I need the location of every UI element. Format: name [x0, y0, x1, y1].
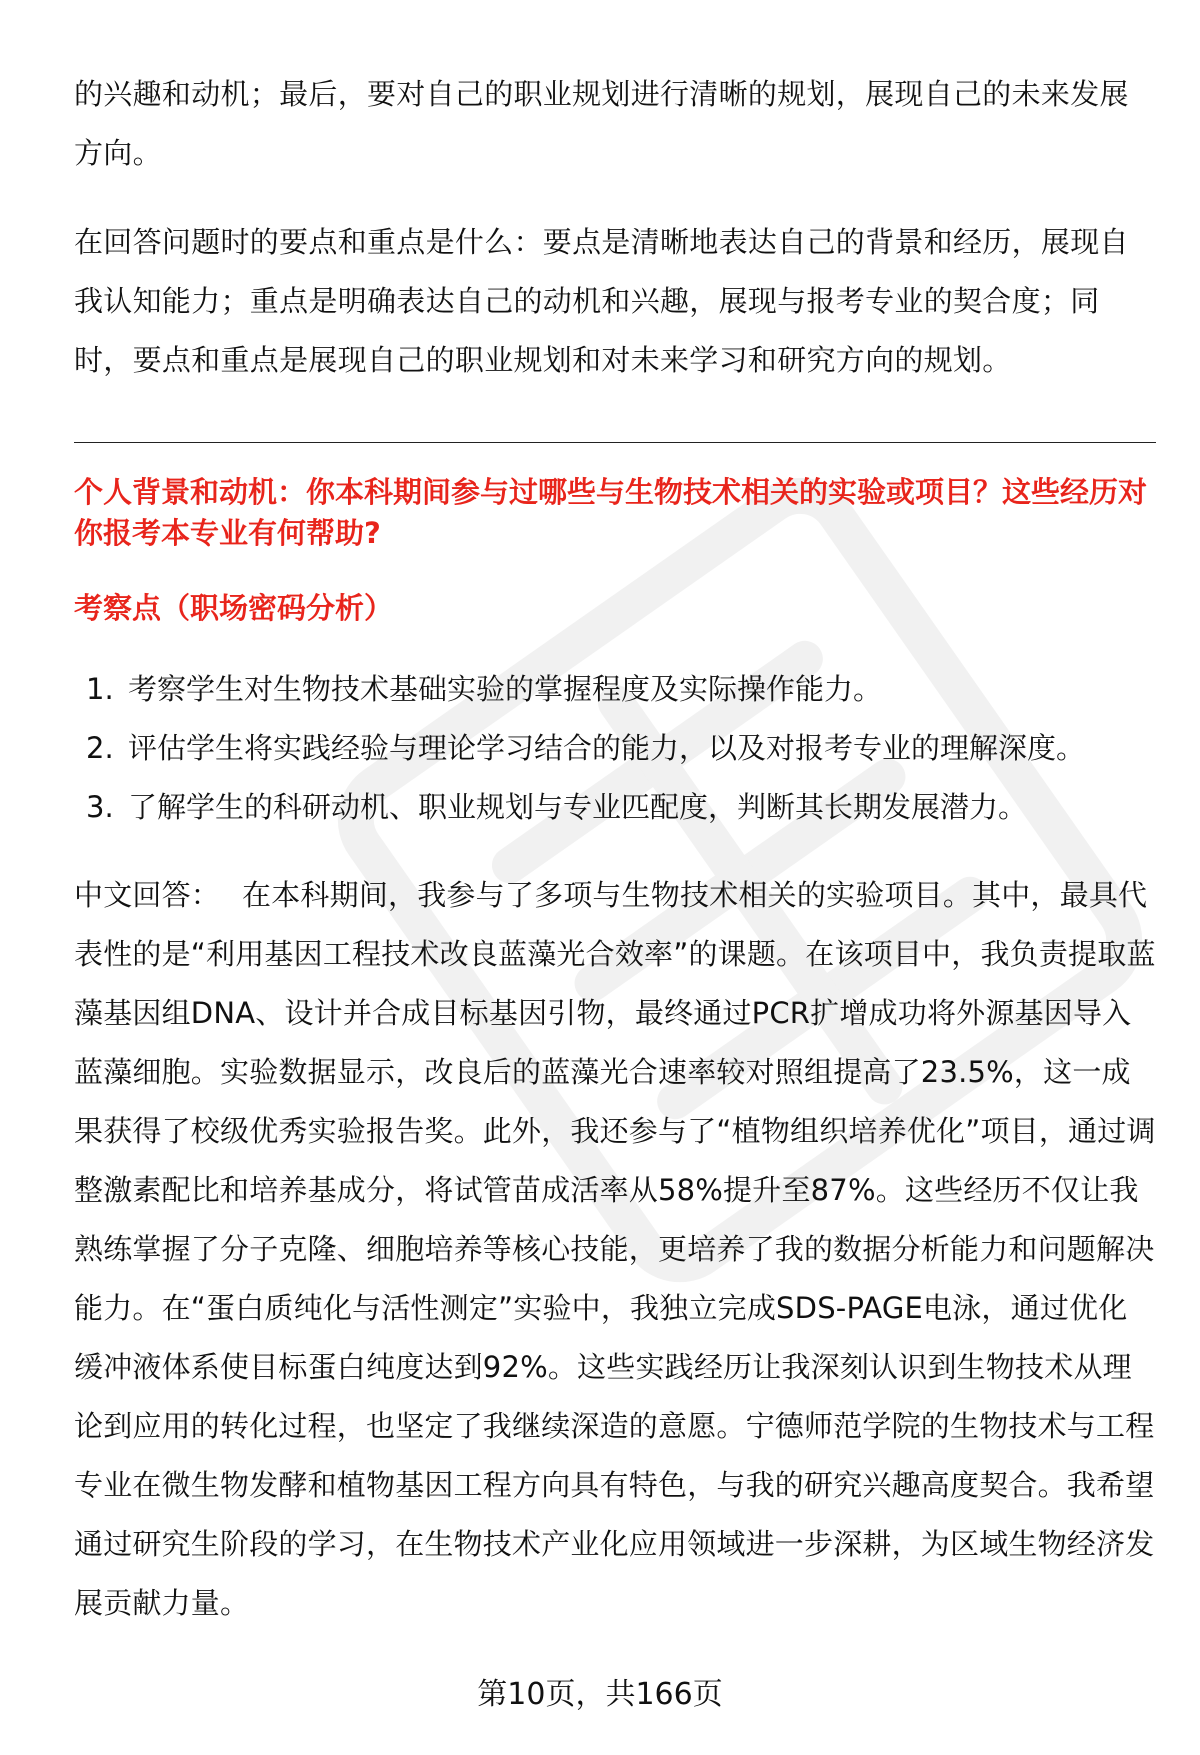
list-item: [74, 660, 1154, 719]
list-item: [74, 719, 1154, 778]
list-item: [74, 778, 1154, 837]
list-item-number: 3.: [86, 790, 114, 824]
list-item-text: 考察学生对生物技术基础实验的掌握程度及实际操作能力。: [128, 672, 883, 706]
section-divider: [74, 442, 1156, 443]
list-item-text: 了解学生的科研动机、职业规划与专业匹配度，判断其长期发展潜力。: [128, 790, 1028, 824]
page-number-footer: 第10页，共166页: [477, 1677, 723, 1712]
list-item-text: 评估学生将实践经验与理论学习结合的能力，以及对报考专业的理解深度。: [128, 731, 1086, 765]
section-title-assessment: 考察点（职场密码分析）: [74, 591, 394, 625]
answer-label: 中文回答：: [74, 878, 221, 912]
list-item-number: 2.: [86, 731, 114, 765]
list-item-number: 1.: [86, 672, 114, 706]
interview-question: 个人背景和动机：你本科期间参与过哪些与生物技术相关的实验或项目？这些经历对你报考本专业有何帮助?: [74, 475, 1148, 550]
paragraph-intro-end: 的兴趣和动机；最后，要对自己的职业规划进行清晰的规划，展现自己的未来发展方向。: [74, 77, 1129, 170]
answer-text: 在本科期间，我参与了多项与生物技术相关的实验项目。其中，最具代表性的是“利用基因工程技术改良蓝藻光合效率”的课题。在该项目中，我负责提取蓝藻基因组DNA、设计并合成目标基因引物，最终通过PCR扩增成功将外源基因导入蓝藻细胞。实验数据显示，改良后的蓝藻光合速率较对照组提高了23.5%，这一成果获得了校级优秀实验报告奖。此外，我还参与了“植物组织培养优化”项目，通过调整激素配比和培养基成分，将试管苗成活率从58%提升至87%。这些经历不仅让我熟练掌握了分子克隆、细胞培养等核心技能，更培养了我的数据分析能力和问题解决能力。在“蛋白质纯化与活性测定”实验中，我独立完成SDS-PAGE电泳，通过优化缓冲液体系使目标蛋白纯度达到92%。这些实践经历让我深刻认识到生物技术从理论到应用的转化过程，也坚定了我继续深造的意愿。宁德师范学院的生物技术与工程专业在微生物发酵和植物基因工程方向具有特色，与我的研究兴趣高度契合。我希望通过研究生阶段的学习，在生物技术产业化应用领域进一步深耕，为区域生物经济发展贡献力量。: [74, 878, 1156, 1620]
paragraph-key-points: 在回答问题时的要点和重点是什么：要点是清晰地表达自己的背景和经历，展现自我认知能力；重点是明确表达自己的动机和兴趣，展现与报考专业的契合度；同时，要点和重点是展现自己的职业规划和对未来学习和研究方向的规划。: [74, 225, 1129, 377]
answer-paragraph: [74, 866, 1156, 1633]
assessment-points-list: [74, 660, 1154, 837]
